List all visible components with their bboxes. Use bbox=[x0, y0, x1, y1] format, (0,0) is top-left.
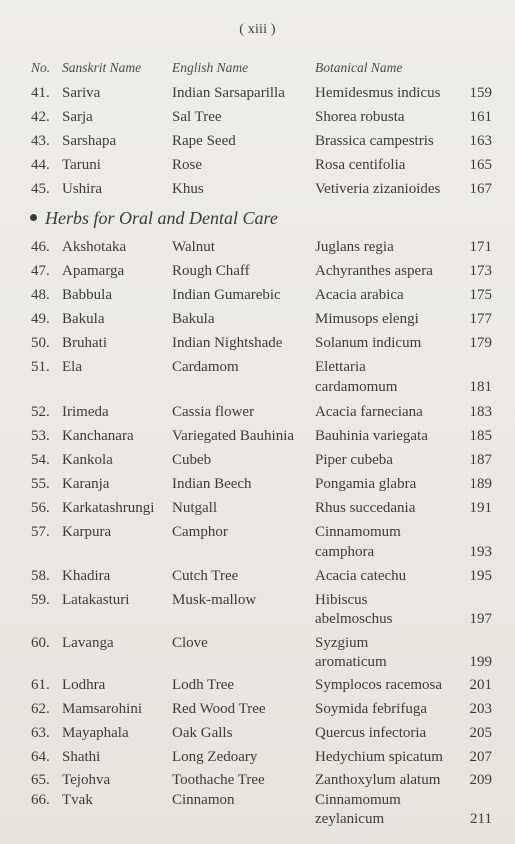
sanskrit-name: Sarshapa bbox=[62, 133, 117, 149]
botanical-name: Acacia catechu bbox=[315, 568, 407, 584]
sanskrit-name: Mayaphala bbox=[62, 725, 129, 741]
english-name: Cinnamon bbox=[172, 792, 235, 808]
botanical-name: Acacia arabica bbox=[315, 287, 404, 303]
entry-number: 50. bbox=[31, 335, 50, 351]
table-row bbox=[0, 427, 515, 449]
entry-number: 66. bbox=[31, 792, 50, 808]
botanical-name: Rhus succedania bbox=[315, 500, 416, 516]
english-name: Red Wood Tree bbox=[172, 701, 266, 717]
botanical-name: Soymida febrifuga bbox=[315, 701, 428, 717]
english-name: Rose bbox=[172, 157, 202, 173]
sanskrit-name: Ela bbox=[62, 359, 82, 375]
page-ref: 167 bbox=[469, 181, 492, 197]
english-name: Clove bbox=[172, 635, 208, 651]
page-ref: 181 bbox=[469, 379, 492, 395]
table-row bbox=[0, 523, 515, 545]
english-name: Khus bbox=[172, 181, 204, 197]
sanskrit-name: Babbula bbox=[62, 287, 112, 303]
page-ref: 207 bbox=[469, 749, 492, 765]
english-name: Indian Gumarebic bbox=[172, 287, 281, 303]
bullet-icon bbox=[30, 214, 37, 221]
table-row bbox=[0, 180, 515, 202]
entry-number: 54. bbox=[31, 452, 50, 468]
english-name: Sal Tree bbox=[172, 109, 222, 125]
sanskrit-name: Latakasturi bbox=[62, 592, 130, 608]
sanskrit-name: Bakula bbox=[62, 311, 105, 327]
english-name: Cubeb bbox=[172, 452, 212, 468]
botanical-name: Brassica campestris bbox=[315, 133, 434, 149]
page-ref: 197 bbox=[469, 611, 492, 627]
english-name: Lodh Tree bbox=[172, 677, 235, 693]
page-ref: 165 bbox=[469, 157, 492, 173]
table-row bbox=[0, 84, 515, 106]
entry-number: 51. bbox=[31, 359, 50, 375]
header-sanskrit-name: Sanskrit Name bbox=[62, 60, 142, 75]
page-ref: 205 bbox=[469, 725, 492, 741]
entry-number: 52. bbox=[31, 404, 50, 420]
botanical-name: Cinnamomum bbox=[315, 792, 401, 808]
table-row bbox=[0, 238, 515, 260]
page-ref: 177 bbox=[469, 311, 492, 327]
table-row bbox=[0, 132, 515, 154]
table-row bbox=[0, 475, 515, 497]
entry-number: 60. bbox=[31, 635, 50, 651]
botanical-name: Acacia farneciana bbox=[315, 404, 423, 420]
botanical-name: Hibiscus bbox=[315, 592, 368, 608]
english-name: Cardamom bbox=[172, 359, 239, 375]
table-row-continuation bbox=[0, 610, 515, 632]
page-ref: 209 bbox=[469, 772, 492, 788]
entry-number: 42. bbox=[31, 109, 50, 125]
header-english-name: English Name bbox=[172, 60, 249, 75]
entry-number: 41. bbox=[31, 85, 50, 101]
sanskrit-name: Bruhati bbox=[62, 335, 107, 351]
table-row bbox=[0, 262, 515, 284]
sanskrit-name: Kanchanara bbox=[62, 428, 134, 444]
table-row bbox=[0, 286, 515, 308]
entry-number: 44. bbox=[31, 157, 50, 173]
entry-number: 49. bbox=[31, 311, 50, 327]
entry-number: 56. bbox=[31, 500, 50, 516]
entry-number: 48. bbox=[31, 287, 50, 303]
sanskrit-name: Shathi bbox=[62, 749, 101, 765]
botanical-name-continued: abelmoschus bbox=[315, 611, 393, 627]
english-name: Variegated Bauhinia bbox=[172, 428, 295, 444]
entry-number: 46. bbox=[31, 239, 50, 255]
entry-number: 63. bbox=[31, 725, 50, 741]
table-row bbox=[0, 108, 515, 130]
header-botanical-name: Botanical Name bbox=[315, 60, 403, 75]
entry-number: 43. bbox=[31, 133, 50, 149]
botanical-name: Vetiveria zizanioides bbox=[315, 181, 441, 197]
entry-number: 64. bbox=[31, 749, 50, 765]
table-row bbox=[0, 748, 515, 770]
page-ref: 191 bbox=[469, 500, 492, 516]
page-ref: 185 bbox=[469, 428, 492, 444]
page-ref: 203 bbox=[469, 701, 492, 717]
sanskrit-name: Tejohva bbox=[62, 772, 111, 788]
sanskrit-name: Sarja bbox=[62, 109, 93, 125]
table-row bbox=[0, 156, 515, 178]
page-ref: 173 bbox=[469, 263, 492, 279]
section-heading bbox=[30, 208, 278, 229]
botanical-name: Syzgium bbox=[315, 635, 369, 651]
entry-number: 62. bbox=[31, 701, 50, 717]
english-name: Cassia flower bbox=[172, 404, 255, 420]
page-ref: 187 bbox=[469, 452, 492, 468]
page-ref: 159 bbox=[469, 85, 492, 101]
botanical-name: Hemidesmus indicus bbox=[315, 85, 441, 101]
sanskrit-name: Karanja bbox=[62, 476, 110, 492]
page-ref: 199 bbox=[469, 654, 492, 670]
entry-number: 47. bbox=[31, 263, 50, 279]
entry-number: 65. bbox=[31, 772, 50, 788]
sanskrit-name: Tvak bbox=[62, 792, 93, 808]
botanical-name: Symplocos racemosa bbox=[315, 677, 443, 693]
table-row-continuation bbox=[0, 543, 515, 565]
table-row-continuation bbox=[0, 378, 515, 400]
english-name: Camphor bbox=[172, 524, 228, 540]
page-ref: 163 bbox=[469, 133, 492, 149]
table-row bbox=[0, 451, 515, 473]
sanskrit-name: Karpura bbox=[62, 524, 112, 540]
english-name: Indian Beech bbox=[172, 476, 252, 492]
botanical-name: Pongamia glabra bbox=[315, 476, 417, 492]
entry-number: 61. bbox=[31, 677, 50, 693]
botanical-name: Shorea robusta bbox=[315, 109, 405, 125]
botanical-name: Quercus infectoria bbox=[315, 725, 427, 741]
entry-number: 45. bbox=[31, 181, 50, 197]
botanical-name-continued: zeylanicum bbox=[315, 811, 385, 827]
entry-number: 58. bbox=[31, 568, 50, 584]
page-ref: 189 bbox=[469, 476, 492, 492]
page-ref: 161 bbox=[469, 109, 492, 125]
english-name: Indian Sarsaparilla bbox=[172, 85, 285, 101]
botanical-name: Elettaria bbox=[315, 359, 366, 375]
section-heading-text: Herbs for Oral and Dental Care bbox=[45, 208, 278, 228]
entry-number: 59. bbox=[31, 592, 50, 608]
entry-number: 57. bbox=[31, 524, 50, 540]
table-row-continuation bbox=[0, 810, 515, 832]
botanical-name: Cinnamomum bbox=[315, 524, 401, 540]
table-row bbox=[0, 567, 515, 589]
sanskrit-name: Irimeda bbox=[62, 404, 109, 420]
sanskrit-name: Lodhra bbox=[62, 677, 106, 693]
sanskrit-name: Taruni bbox=[62, 157, 101, 173]
table-row bbox=[0, 700, 515, 722]
sanskrit-name: Akshotaka bbox=[62, 239, 127, 255]
page-ref: 193 bbox=[469, 544, 492, 560]
english-name: Cutch Tree bbox=[172, 568, 239, 584]
page-ref: 183 bbox=[469, 404, 492, 420]
botanical-name: Piper cubeba bbox=[315, 452, 393, 468]
botanical-name: Rosa centifolia bbox=[315, 157, 406, 173]
table-row bbox=[0, 724, 515, 746]
page-ref: 171 bbox=[469, 239, 492, 255]
table-row bbox=[0, 771, 515, 793]
botanical-name: Solanum indicum bbox=[315, 335, 422, 351]
botanical-name: Juglans regia bbox=[315, 239, 394, 255]
sanskrit-name: Apamarga bbox=[62, 263, 125, 279]
sanskrit-name: Mamsarohini bbox=[62, 701, 142, 717]
english-name: Walnut bbox=[172, 239, 215, 255]
botanical-name-continued: aromaticum bbox=[315, 654, 387, 670]
table-row bbox=[0, 310, 515, 332]
english-name: Rough Chaff bbox=[172, 263, 250, 279]
page-ref: 195 bbox=[469, 568, 492, 584]
table-row-continuation bbox=[0, 653, 515, 675]
botanical-name-continued: cardamomum bbox=[315, 379, 398, 395]
page-number: ( xiii ) bbox=[239, 22, 276, 37]
table-row bbox=[0, 499, 515, 521]
english-name: Rape Seed bbox=[172, 133, 236, 149]
sanskrit-name: Sariva bbox=[62, 85, 101, 101]
entry-number: 55. bbox=[31, 476, 50, 492]
table-row bbox=[0, 334, 515, 356]
sanskrit-name: Ushira bbox=[62, 181, 102, 197]
table-row bbox=[0, 403, 515, 425]
botanical-name: Achyranthes aspera bbox=[315, 263, 433, 279]
sanskrit-name: Kankola bbox=[62, 452, 113, 468]
english-name: Toothache Tree bbox=[172, 772, 265, 788]
botanical-name: Hedychium spicatum bbox=[315, 749, 443, 765]
botanical-name: Mimusops elengi bbox=[315, 311, 419, 327]
table-row bbox=[0, 676, 515, 698]
page-ref: 211 bbox=[470, 811, 492, 827]
page-ref: 179 bbox=[469, 335, 492, 351]
botanical-name: Zanthoxylum alatum bbox=[315, 772, 441, 788]
page-ref: 175 bbox=[469, 287, 492, 303]
english-name: Bakula bbox=[172, 311, 215, 327]
english-name: Musk-mallow bbox=[172, 592, 257, 608]
english-name: Long Zedoary bbox=[172, 749, 258, 765]
sanskrit-name: Khadira bbox=[62, 568, 111, 584]
header-no: No. bbox=[31, 60, 51, 75]
botanical-name: Bauhinia variegata bbox=[315, 428, 428, 444]
entry-number: 53. bbox=[31, 428, 50, 444]
page-ref: 201 bbox=[469, 677, 492, 693]
english-name: Nutgall bbox=[172, 500, 217, 516]
english-name: Oak Galls bbox=[172, 725, 233, 741]
table-header bbox=[0, 60, 515, 80]
table-row bbox=[0, 358, 515, 380]
english-name: Indian Nightshade bbox=[172, 335, 283, 351]
sanskrit-name: Lavanga bbox=[62, 635, 114, 651]
botanical-name-continued: camphora bbox=[315, 544, 375, 560]
sanskrit-name: Karkatashrungi bbox=[62, 500, 155, 516]
